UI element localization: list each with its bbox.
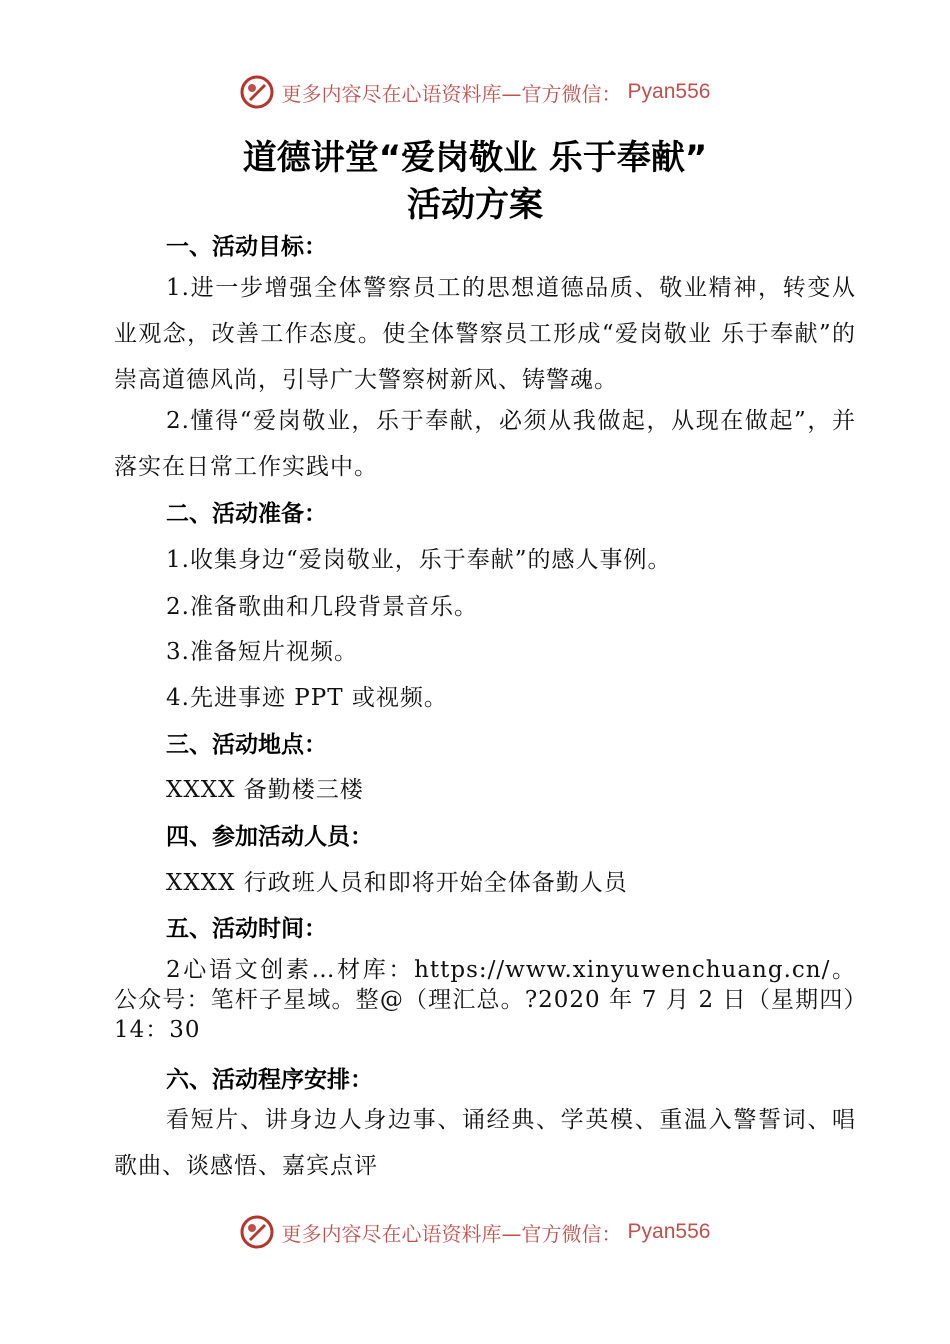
footer-banner — [0, 1210, 950, 1254]
goal-paragraph-1: 1.进一步增强全体警察员工的思想道德品质、敬业精神，转变从业观念，改善工作态度。使全体警察员工形成“爱岗敬业 乐于奉献”的崇高道德风尚，引导广大警察树新风、铸警魂。 — [114, 275, 856, 393]
section-heading-preparation: 二、活动准备： — [166, 501, 327, 527]
banner-text: 更多内容尽在心语资料库—官方微信： — [281, 81, 622, 106]
prep-item-1: 1.收集身边“爱岗敬业，乐于奉献”的感人事例。 — [166, 547, 672, 573]
prep-item-3: 3.准备短片视频。 — [166, 639, 358, 665]
document-title-line1: 道德讲堂“爱岗敬业 乐于奉献” — [242, 138, 708, 178]
banner-text: 更多内容尽在心语资料库—官方微信： — [281, 1221, 622, 1246]
goal-paragraph-2: 2.懂得“爱岗敬业，乐于奉献，必须从我做起，从现在做起”，并落实在日常工作实践中。 — [114, 408, 856, 480]
section-heading-goals: 一、活动目标： — [166, 234, 327, 260]
section-heading-time: 五、活动时间： — [166, 916, 327, 942]
header-banner — [0, 70, 950, 114]
brand-logo-icon — [240, 75, 274, 109]
banner-contact: Pyan556 — [627, 80, 711, 103]
section-heading-participants: 四、参加活动人员： — [166, 824, 373, 850]
time-text: 2心语文创素…材库：https://www.xinyuwenchuang.cn/。公众号：笔杆子星域。整@（理汇总。?2020 年 7 月 2 日（星期四）14：30 — [114, 957, 856, 1043]
prep-item-2: 2.准备歌曲和几段背景音乐。 — [166, 594, 478, 620]
banner-contact: Pyan556 — [627, 1220, 711, 1243]
program-text: 看短片、讲身边人身边事、诵经典、学英模、重温入警誓词、唱歌曲、谈感悟、嘉宾点评 — [114, 1107, 856, 1179]
document-title-line2: 活动方案 — [407, 185, 543, 225]
brand-logo-icon — [240, 1215, 274, 1249]
participants-text: XXXX 行政班人员和即将开始全体备勤人员 — [166, 870, 628, 896]
prep-item-4: 4.先进事迹 PPT 或视频。 — [166, 685, 448, 711]
location-text: XXXX 备勤楼三楼 — [166, 777, 364, 803]
section-heading-location: 三、活动地点： — [166, 732, 327, 758]
section-heading-program: 六、活动程序安排： — [166, 1067, 373, 1093]
